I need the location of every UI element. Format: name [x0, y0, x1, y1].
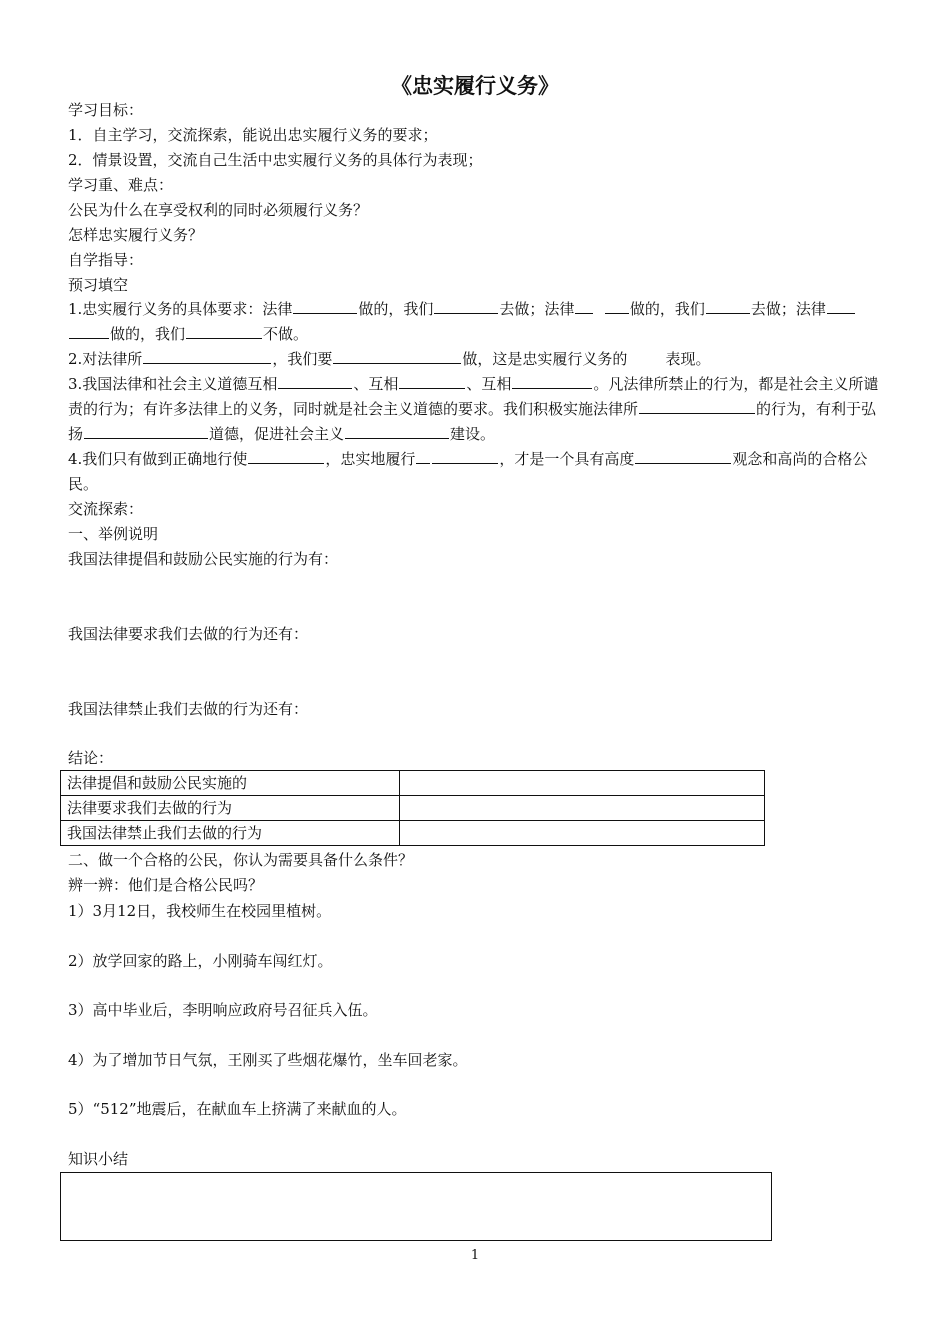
blank-field[interactable] — [706, 298, 750, 314]
q3-text-f: 道德，促进社会主义 — [209, 425, 345, 443]
q4-text-a: 4.我们只有做到正确地行使 — [68, 450, 248, 468]
judge-heading: 辨一辨：他们是合格公民吗？ — [68, 876, 264, 894]
q2-text-d: 表现。 — [665, 350, 711, 368]
question-1 — [68, 297, 884, 347]
q1-text-e: 去做；法律 — [750, 300, 826, 318]
keypoint-1: 公民为什么在享受权利的同时必须履行义务？ — [68, 201, 369, 219]
blank-field[interactable] — [416, 448, 430, 464]
blank-field[interactable] — [575, 298, 593, 314]
blank-field[interactable] — [278, 373, 352, 389]
q4-text-b: ，忠实地履行 — [325, 450, 416, 468]
fill-heading: 预习填空 — [68, 276, 129, 294]
q2-text-b: ，我们要 — [272, 350, 333, 368]
blank-field[interactable] — [605, 298, 629, 314]
q1-text-c: 去做；法律 — [499, 300, 575, 318]
q3-text-b: 、互相 — [353, 375, 399, 393]
q1-text-f: 做的，我们 — [110, 325, 186, 343]
blank-field[interactable] — [248, 448, 324, 464]
q3-text-c: 、互相 — [466, 375, 512, 393]
summary-answer-box[interactable] — [60, 1172, 772, 1241]
blank-field[interactable] — [69, 323, 109, 339]
keypoint-2: 怎样忠实履行义务？ — [68, 226, 204, 244]
question-4 — [68, 447, 884, 497]
conclusion-table — [60, 770, 765, 846]
goal-2: 2．情景设置，交流自己生活中忠实履行义务的具体行为表现； — [68, 151, 483, 169]
blank-field[interactable] — [434, 298, 498, 314]
case-item: 5）“512”地震后，在献血车上挤满了来献血的人。 — [68, 1100, 407, 1118]
page-number: 1 — [470, 1248, 480, 1263]
q3-text-a: 3.我国法律和社会主义道德互相 — [68, 375, 278, 393]
table-row — [61, 796, 765, 821]
case-item: 4）为了增加节日气氛，王刚买了些烟花爆竹，坐车回老家。 — [68, 1051, 468, 1069]
case-item: 2）放学回家的路上，小刚骑车闯红灯。 — [68, 952, 333, 970]
document-title: 《忠实履行义务》 — [391, 74, 559, 98]
blank-field[interactable] — [639, 398, 755, 414]
case-item: 1）3月12日，我校师生在校园里植树。 — [68, 902, 332, 920]
blank-field[interactable] — [293, 298, 357, 314]
blank-field[interactable] — [635, 448, 731, 464]
q1-text-d: 做的，我们 — [629, 300, 705, 318]
q4-text-c: ，才是一个具有高度 — [499, 450, 635, 468]
selfstudy-heading: 自学指导： — [68, 251, 144, 269]
blank-field[interactable] — [399, 373, 465, 389]
blank-field[interactable] — [84, 423, 208, 439]
table-cell-answer[interactable] — [400, 821, 765, 846]
case-item: 3）高中毕业后，李明响应政府号召征兵入伍。 — [68, 1001, 378, 1019]
blank-field[interactable] — [432, 448, 498, 464]
table-cell-label: 我国法律禁止我们去做的行为 — [61, 821, 400, 846]
prompt-forbidden-behaviors: 我国法律禁止我们去做的行为还有： — [68, 700, 309, 718]
prompt-required-behaviors: 我国法律要求我们去做的行为还有： — [68, 625, 309, 643]
blank-field[interactable] — [345, 423, 449, 439]
section-2-heading: 二、做一个合格的公民，你认为需要具备什么条件？ — [68, 851, 414, 869]
question-3 — [68, 372, 884, 447]
goals-heading: 学习目标： — [68, 101, 144, 119]
q2-text-c: 做，这是忠实履行义务的 — [462, 350, 628, 368]
blank-field[interactable] — [143, 348, 271, 364]
keypoints-heading: 学习重、难点： — [68, 176, 174, 194]
prompt-encouraged-behaviors: 我国法律提倡和鼓励公民实施的行为有： — [68, 550, 339, 568]
q3-text-d: 。凡法律所禁止的行为，都是社会主义所谴责的行为；有许多法律上的义务，同时就是社会主义道德的要求。我们积极实施法律所 — [68, 375, 879, 418]
blank-field[interactable] — [512, 373, 592, 389]
explore-heading: 交流探索： — [68, 500, 144, 518]
table-cell-answer[interactable] — [400, 796, 765, 821]
summary-heading: 知识小结 — [68, 1150, 129, 1168]
q1-text-g: 不做。 — [263, 325, 309, 343]
table-cell-label: 法律提倡和鼓励公民实施的 — [61, 771, 400, 796]
q3-text-e: 的行为，有利于弘扬 — [68, 400, 877, 443]
q1-text-b: 做的，我们 — [358, 300, 434, 318]
blank-field[interactable] — [827, 298, 855, 314]
goal-1: 1．自主学习，交流探索，能说出忠实履行义务的要求； — [68, 126, 438, 144]
q1-text-a: 1.忠实履行义务的具体要求：法律 — [68, 300, 293, 318]
blank-field[interactable] — [186, 323, 262, 339]
q4-text-d: 观念和高尚的合格公民。 — [68, 450, 868, 493]
table-cell-answer[interactable] — [400, 771, 765, 796]
blank-field[interactable] — [333, 348, 461, 364]
section-1-heading: 一、举例说明 — [68, 525, 159, 543]
conclusion-heading: 结论： — [68, 749, 114, 767]
q3-text-g: 建设。 — [450, 425, 496, 443]
q2-text-a: 2.对法律所 — [68, 350, 143, 368]
table-row — [61, 821, 765, 846]
table-cell-label: 法律要求我们去做的行为 — [61, 796, 400, 821]
table-row — [61, 771, 765, 796]
question-2 — [68, 347, 884, 372]
